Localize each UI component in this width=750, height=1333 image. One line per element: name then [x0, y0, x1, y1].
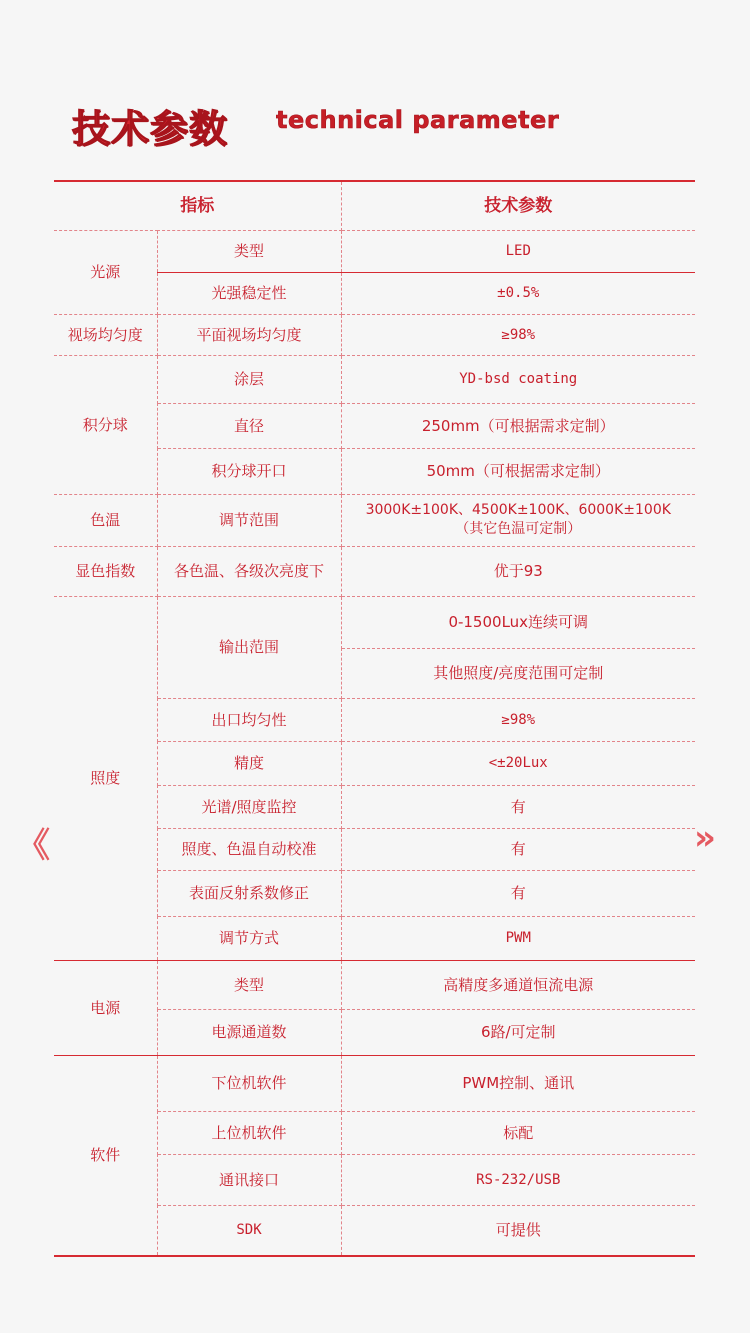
row-value — [341, 494, 695, 546]
row-value: ≥98% — [341, 698, 695, 741]
row-value: <±20Lux — [341, 741, 695, 785]
row-name: 下位机软件 — [157, 1055, 341, 1111]
row-value: LED — [341, 230, 695, 272]
row-name: 平面视场均匀度 — [157, 314, 341, 355]
table-row — [54, 355, 695, 403]
row-name: 涂层 — [157, 355, 341, 403]
spec-table — [54, 180, 695, 1257]
row-value: PWM控制、通讯 — [341, 1055, 695, 1111]
row-name: 光强稳定性 — [157, 272, 341, 314]
prev-arrow-icon[interactable]: 《 — [16, 826, 36, 866]
group-label-light-source: 光源 — [54, 230, 157, 314]
color-temp-note: （其它色温可定制） — [455, 521, 582, 537]
table-row — [54, 960, 695, 1009]
table-row — [54, 314, 695, 355]
row-value: 50mm（可根据需求定制） — [341, 448, 695, 494]
table-header-row — [54, 181, 695, 230]
row-name: 表面反射系数修正 — [157, 870, 341, 916]
row-value: ±0.5% — [341, 272, 695, 314]
row-value: YD-bsd coating — [341, 355, 695, 403]
row-name: 上位机软件 — [157, 1111, 341, 1154]
group-label-cri: 显色指数 — [54, 546, 157, 596]
row-name: 类型 — [157, 960, 341, 1009]
row-value: 高精度多通道恒流电源 — [341, 960, 695, 1009]
group-label-illuminance: 照度 — [54, 596, 157, 960]
row-name: 出口均匀性 — [157, 698, 341, 741]
page-subtitle: technical parameter — [276, 106, 560, 134]
row-value: RS-232/USB — [341, 1154, 695, 1205]
row-value: 0-1500Lux连续可调 — [341, 596, 695, 648]
row-value: 6路/可定制 — [341, 1009, 695, 1055]
row-value: 其他照度/亮度范围可定制 — [341, 648, 695, 698]
table-row — [54, 596, 695, 648]
group-label-color-temp: 色温 — [54, 494, 157, 546]
row-value: 有 — [341, 785, 695, 828]
row-name: 直径 — [157, 403, 341, 448]
row-name: 精度 — [157, 741, 341, 785]
group-label-software: 软件 — [54, 1055, 157, 1256]
row-name: 通讯接口 — [157, 1154, 341, 1205]
next-arrow-icon[interactable]: » — [694, 818, 702, 858]
row-value: 250mm（可根据需求定制） — [341, 403, 695, 448]
row-value: 有 — [341, 828, 695, 870]
row-value: PWM — [341, 916, 695, 960]
group-label-power: 电源 — [54, 960, 157, 1055]
color-temp-range: 3000K±100K、4500K±100K、6000K±100K — [365, 502, 671, 518]
row-name: SDK — [157, 1205, 341, 1256]
row-name: 调节范围 — [157, 494, 341, 546]
group-label-uniformity: 视场均匀度 — [54, 314, 157, 355]
row-name: 调节方式 — [157, 916, 341, 960]
row-name: 光谱/照度监控 — [157, 785, 341, 828]
table-row — [54, 1055, 695, 1111]
row-value: 标配 — [341, 1111, 695, 1154]
header-parameters: 技术参数 — [341, 181, 695, 230]
row-value: 优于93 — [341, 546, 695, 596]
page-title: 技术参数 — [72, 107, 229, 151]
table-row — [54, 546, 695, 596]
table-row — [54, 230, 695, 272]
row-value: ≥98% — [341, 314, 695, 355]
row-name: 类型 — [157, 230, 341, 272]
group-label-sphere: 积分球 — [54, 355, 157, 494]
row-name: 各色温、各级次亮度下 — [157, 546, 341, 596]
row-name: 输出范围 — [157, 596, 341, 698]
header-indicator: 指标 — [54, 181, 341, 230]
row-value: 可提供 — [341, 1205, 695, 1256]
row-value: 有 — [341, 870, 695, 916]
table-row — [54, 494, 695, 546]
row-name: 积分球开口 — [157, 448, 341, 494]
row-name: 电源通道数 — [157, 1009, 341, 1055]
row-name: 照度、色温自动校准 — [157, 828, 341, 870]
